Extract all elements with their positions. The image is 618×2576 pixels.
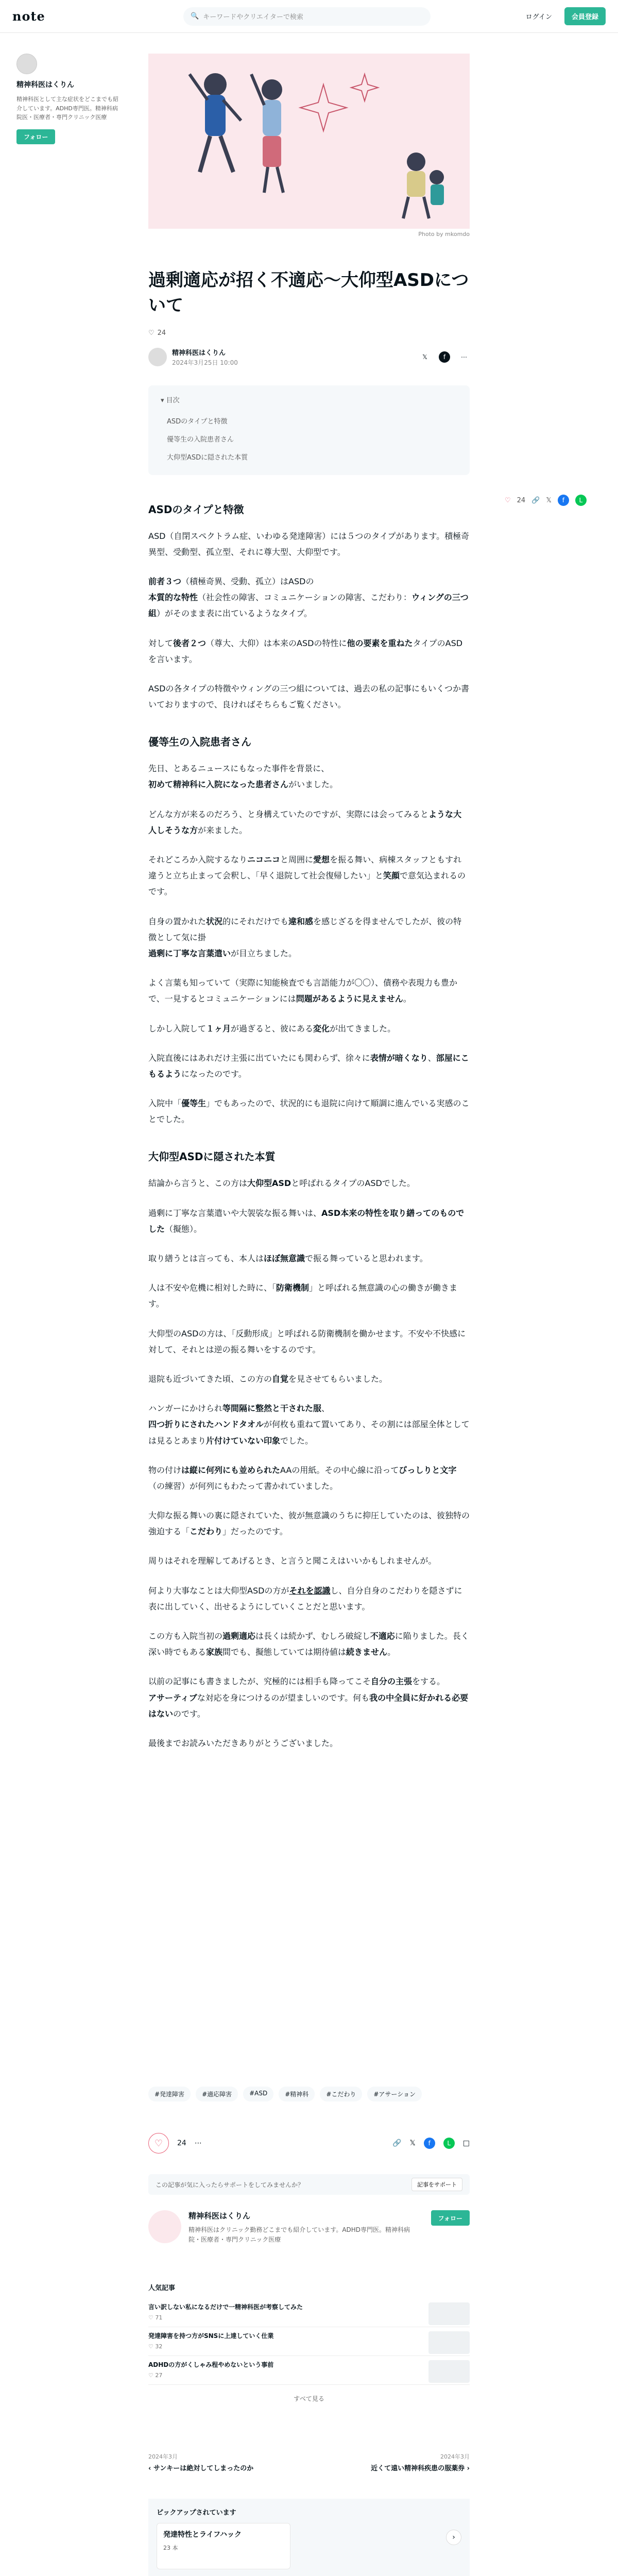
heart-icon: ♡ [148,2372,153,2379]
creator-sidebar [16,54,119,144]
section-heading: ASDのタイプと特徴 [148,503,244,516]
paragraph: 自身の置かれた状況的にそれだけでも違和感を感じざるを得ませんでしたが、彼の特徴として気に掛 過剰に丁寧な言葉遣いが目立ちました。 [148,916,462,958]
heart-icon: ♡ [148,2314,153,2321]
thumbnail[interactable] [428,2360,470,2383]
popular-heading: 人気記事 [148,2284,176,2292]
line-share-icon[interactable]: L [443,2138,455,2149]
prev-date: 2024年3月 [148,2453,178,2460]
toc-item[interactable]: 優等生の入院患者さん [167,435,234,444]
popular-title[interactable]: 発達障害を持つ方がSNSに上達していく仕業 [148,2332,274,2340]
login-button[interactable]: ログイン [520,7,558,25]
paragraph: 周りはそれを理解してあげるとき、と言うと聞こえはいいかもしれませんが。 [148,1556,437,1566]
line-share-icon[interactable]: L [575,495,587,506]
share-icons [419,351,470,363]
hashtag[interactable]: #ASD [243,2087,273,2102]
site-header [0,0,618,33]
search-icon: 🔍 [191,12,199,20]
prev-title: サンキーは絶対してしまったのか [153,2465,254,2472]
header-actions [520,7,606,25]
paragraph: 前者３つ（積極奇異、受動、孤立）はASDの 本質的な特性（社会性の障害、コミュニケーションの障害、こだわり：ウィングの三つ組）がそのまま表に出ているようなタイプ。 [148,576,469,619]
like-count: 24 [157,329,166,337]
heart-icon[interactable]: ♡ [505,496,511,504]
carousel-next-button[interactable]: › [446,2530,461,2545]
hashtag[interactable]: #アサーション [367,2087,422,2102]
author-name[interactable]: 精神科医はくりん [172,349,226,357]
publish-date: 2024年3月25日 10:00 [172,359,238,366]
paragraph: どんな方が来るのだろう、と身構えていたのですが、実際には会ってみるとような大人しそうな方が来ました。 [148,809,462,835]
article-body [148,500,470,1752]
paragraph: 入院中「優等生」でもあったので、状況的にも退院に向けて順調に進んでいる実感のことでした。 [148,1098,470,1125]
more-options-icon[interactable]: ⋯ [458,351,470,363]
avatar[interactable] [148,348,167,366]
paragraph: 退院も近づいてきた頃、この方の自覚を見させてもらいました。 [148,1374,388,1384]
paragraph: 入院直後にはあれだけ主張に出ていたにも関わらず、徐々に表情が暗くなり、部屋にこもるようになったのです。 [148,1053,469,1079]
paragraph: 以前の記事にも書きましたが、究極的には相手も降ってこそ自分の主張をする。 アサーティブな対応を身につけるのが望ましいのです。何も我の中全員に好かれる必要はないのです。 [148,1676,469,1719]
next-title: 近くて遠い精神科疾患の服薬券 [371,2465,465,2472]
article [148,268,470,1765]
support-text: この記事が気に入ったらサポートをしてみませんか？ [156,2181,304,2189]
paragraph: 何より大事なことは大仰型ASDの方がそれを認識し、自分自身のこだわりを隠さずに表に出していく、出せるようにしていくことだと思います。 [148,1585,462,1612]
signup-button[interactable]: 会員登録 [564,7,606,25]
paragraph: 先日、とあるニュースにもなった事件を背景に、 初めて精神科に入院になった患者さんがいました。 [148,764,338,790]
list-item[interactable] [148,2298,470,2327]
paragraph: 物の付けは縦に何列にも並められたAAの用紙。その中心線に沿ってびっしりと文字（の練習）が何列にもわたって書かれていました。 [148,1465,457,1491]
author-name[interactable]: 精神科医はくりん [188,2211,251,2221]
next-article-link[interactable] [371,2452,470,2472]
popular-likes: 71 [155,2314,163,2321]
table-of-contents [148,385,470,475]
x-share-icon[interactable]: 𝕏 [546,496,552,504]
note-logo[interactable]: note [12,9,45,24]
paragraph: よく言葉も知っていて（実際に知能検査でも言語能力が〇〇）、債務や表現力も豊かで、一見するとコミュニケーションには問題があるように見えません。 [148,978,458,1004]
chevron-left-icon: ‹ [148,2465,151,2472]
support-button[interactable]: 記事をサポート [411,2178,462,2191]
support-banner [148,2174,470,2195]
facebook-share-icon[interactable]: f [424,2138,435,2149]
popular-articles [148,2282,470,2403]
pickup-section [148,2499,470,2576]
hashtag[interactable]: #こだわり [320,2087,362,2102]
paragraph: 大仰型のASDの方は、「反動形成」と呼ばれる防衛機制を働かせます。不安や不快感に対して、それとは逆の振る舞いをするのです。 [148,1328,466,1354]
paragraph: ASD（自閉スペクトラム症、いわゆる発達障害）には５つのタイプがあります。積極奇異型、受動型、孤立型、それに尊大型、大仰型です。 [148,531,470,557]
avatar[interactable] [16,54,37,74]
more-options-icon[interactable]: ⋯ [194,2139,202,2147]
photo-credit[interactable]: Photo by mkomdo [418,231,470,238]
article-actions [148,2133,470,2154]
follow-button[interactable]: フォロー [431,2210,470,2226]
x-share-icon[interactable]: 𝕏 [419,351,431,363]
prev-next-nav [148,2452,470,2472]
creator-description: 精神科医として主な症状をどこまでも紹介しています。ADHD専門医。精神科病院医・医療者・専門クリニック医療 [16,96,118,121]
paragraph: 人は不安や危機に相対した時に、「防衛機制」と呼ばれる無意識の心の働きが働きます。 [148,1283,458,1309]
search-box[interactable] [183,7,431,26]
heart-icon[interactable]: ♡ [148,329,154,337]
heart-icon: ♡ [154,2138,163,2149]
hashtag[interactable]: #精神科 [279,2087,315,2102]
floating-action-bar [505,495,587,506]
section-heading: 大仰型ASDに隠された本質 [148,1150,276,1163]
link-icon[interactable]: 🔗 [392,2139,402,2147]
heart-icon: ♡ [148,2343,153,2350]
search-input[interactable]: キーワードやクリエイターで検索 [203,13,303,21]
like-button[interactable] [148,2133,169,2154]
hashtag[interactable]: #適応障害 [196,2087,238,2102]
author-card-info [188,2210,415,2245]
hashtag-list [148,2087,422,2102]
paragraph: それどころか入院するなりニコニコと周囲に愛想を振る舞い、病棟スタッフともすれ違うと立ち止まって会釈し、「早く退院して社会復帰したい」と笑顔で意気込まれるのです。 [148,855,466,897]
share-icon[interactable]: 🔗 [531,496,540,504]
see-all-link[interactable]: すべて見る [294,2395,324,2402]
hero-image [148,54,470,229]
paragraph: ASDの各タイプの特徴やウィングの三つ組については、過去の私の記事にもいくつか書いておりますので、良ければそちらもご覧ください。 [148,683,470,710]
hero-illustration [148,54,470,229]
paragraph: この方も入院当初の過剰適応は長くは続かず、むしろ破綻し不適応に陥りました。長く深い時でもある家族間でも、擬態していては期待値は続きません。 [148,1631,469,1657]
popular-title[interactable]: ADHDの方がくしゃみ程やめないという事前 [148,2361,274,2368]
creator-name[interactable]: 精神科医はくりん [16,81,74,89]
popular-likes: 27 [155,2372,163,2379]
popular-title[interactable]: 言い訳しない私になるだけで一精神科医が考察してみた [148,2303,303,2311]
avatar[interactable] [148,2210,181,2243]
facebook-share-icon[interactable]: f [558,495,569,506]
section-heading: 優等生の入院患者さん [148,736,251,749]
hashtag[interactable]: #発達障害 [148,2087,191,2102]
thumbnail[interactable] [428,2302,470,2325]
pickup-title: 発達特性とライフハック [163,2531,242,2539]
paragraph: 対して後者２つ（尊大、大仰）は本来のASDの特性に他の要素を重ねたタイプのASDを言います。 [148,638,463,664]
like-count: 24 [177,2139,186,2147]
paragraph: 過剰に丁寧な言葉遣いや大袈裟な振る舞いは、ASD本来の特性を取り繕ってのものでした（擬態）。 [148,1208,465,1234]
pickup-card[interactable] [157,2523,290,2569]
like-count: 24 [517,496,526,504]
next-date: 2024年3月 [440,2453,470,2460]
list-item[interactable] [148,2356,470,2385]
article-title: 過剰適応が招く不適応〜大仰型ASDについて [148,270,469,316]
toc-heading[interactable]: ▾ 目次 [161,396,180,404]
paragraph: 最後までお読みいただきありがとうございました。 [148,1738,338,1748]
paragraph: ハンガーにかけられ等間隔に整然と干された服、 四つ折りにされたハンドタオルが何枚も重ねて置いてあり、その割には部屋全体としては見るとあまり片付けていない印象でした。 [148,1403,470,1446]
toc-item[interactable]: 大仰型ASDに隠された本質 [167,453,248,462]
thumbnail[interactable] [428,2331,470,2354]
author-description: 精神科医はクリニック勤務どこまでも紹介しています。ADHD専門医。精神科病院・医療者・専門クリニック医療 [188,2226,410,2244]
paragraph: 取り繕うとは言っても、本人はほぼ無意識で振る舞っていると思われます。 [148,1253,428,1264]
toc-item[interactable]: ASDのタイプと特徴 [167,417,228,426]
facebook-share-icon[interactable]: f [439,351,450,363]
like-summary [148,329,470,337]
author-card [148,2210,470,2245]
chevron-right-icon: › [467,2465,470,2472]
paragraph: しかし入院して１ヶ月が過ぎると、彼にある変化が出てきました。 [148,1023,396,1033]
author-row [148,347,470,367]
popular-likes: 32 [155,2343,163,2350]
paragraph: 結論から言うと、この方は大仰型ASDと呼ばれるタイプのASDでした。 [148,1178,415,1189]
x-share-icon[interactable]: 𝕏 [409,2139,416,2147]
bookmark-icon[interactable]: □ [462,2139,470,2147]
paragraph: 大仰な振る舞いの裏に隠されていた、彼が無意識のうちに抑圧していたのは、彼独特の強迫する「こだわり」だったのです。 [148,1511,470,1537]
follow-button[interactable]: フォロー [16,129,55,144]
author-meta [172,347,238,367]
pickup-heading: ピックアップされています [157,2509,236,2517]
prev-article-link[interactable] [148,2452,253,2472]
pickup-count: 23 本 [163,2545,178,2551]
list-item[interactable] [148,2327,470,2356]
